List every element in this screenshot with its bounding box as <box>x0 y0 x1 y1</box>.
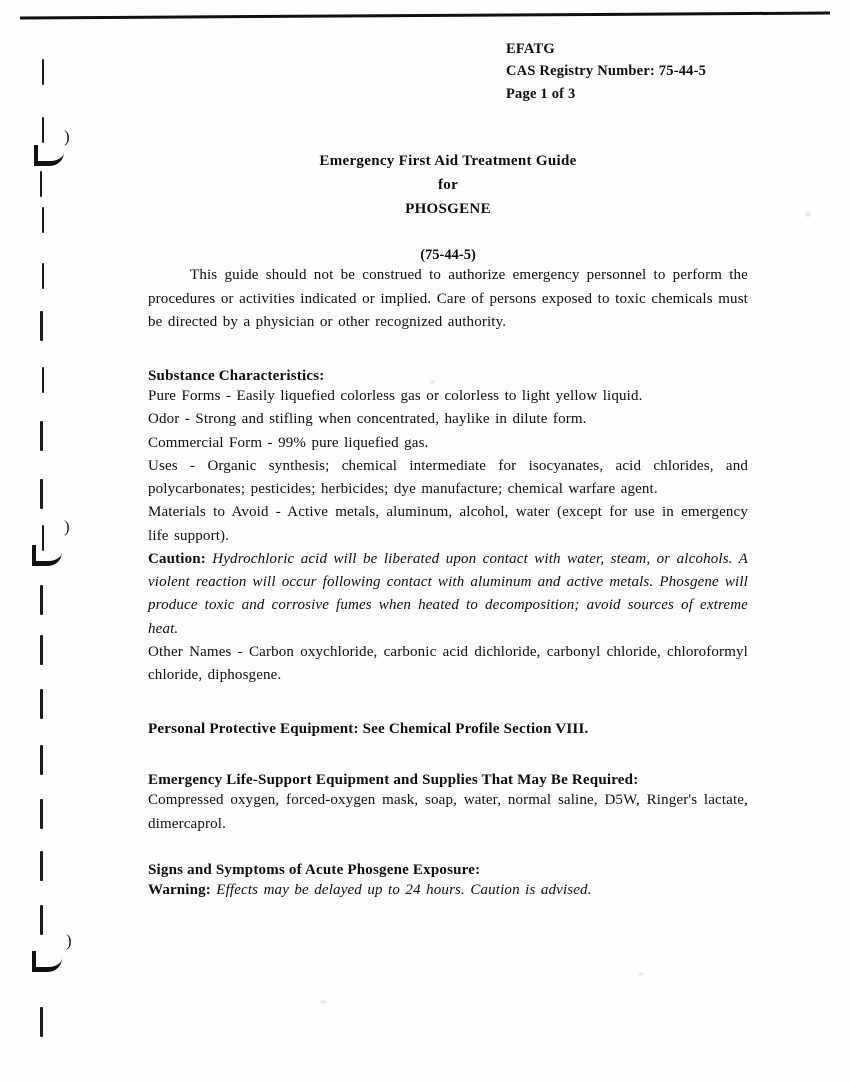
warning-text: Effects may be delayed up to 24 hours. Caution is advised. <box>216 881 592 898</box>
header-efatg: EFATG <box>506 41 555 57</box>
margin-mark: ) <box>64 127 70 146</box>
entry-pure-forms: Pure Forms - Easily liquefied colorless gas or colorless to light yellow liquid. <box>148 388 643 405</box>
document-header <box>506 38 748 105</box>
margin-hook-mark <box>32 951 62 972</box>
margin-hook-mark <box>32 545 62 566</box>
margin-hook-mark <box>34 145 64 166</box>
margin-mark <box>40 905 43 935</box>
heading-emergency-life-support: Emergency Life-Support Equipment and Supplies That May Be Required: <box>148 772 639 789</box>
entry-caution <box>148 548 748 641</box>
title-cas-number: (75-44-5) <box>420 247 476 264</box>
margin-mark <box>40 851 43 881</box>
margin-mark <box>42 367 44 393</box>
entry-life-support-supplies: Compressed oxygen, forced-oxygen mask, soap, water, normal saline, D5W, Ringer's lactate, dimercaprol. <box>148 792 748 832</box>
margin-mark <box>40 421 43 451</box>
header-page-number: Page 1 of 3 <box>506 85 576 102</box>
margin-mark <box>40 171 42 197</box>
scan-artifact <box>638 972 644 976</box>
margin-mark <box>40 689 43 719</box>
document-body <box>148 38 748 902</box>
margin-mark <box>42 117 44 143</box>
title-line-1: Emergency First Aid Treatment Guide <box>319 153 577 170</box>
margin-mark: ) <box>66 931 72 950</box>
entry-odor: Odor - Strong and stifling when concentrated, haylike in dilute form. <box>148 411 587 428</box>
entry-other-names: Other Names - Carbon oxychloride, carbonic acid dichloride, carbonyl chloride, chloroformyl chloride, diphosgene. <box>148 643 748 684</box>
document-title <box>148 149 748 221</box>
disclaimer-paragraph: This guide should not be construed to authorize emergency personnel to perform the procedures or activities indicated or implied. Care of persons exposed to toxic chemicals must be directed by a physician or other recognized authority. <box>148 267 748 330</box>
margin-mark <box>42 263 44 289</box>
scan-artifact <box>320 1000 327 1004</box>
margin-mark <box>40 585 43 615</box>
margin-mark <box>40 1007 43 1037</box>
margin-mark <box>40 311 43 341</box>
entry-commercial-form: Commercial Form - 99% pure liquefied gas. <box>148 434 429 451</box>
margin-mark <box>42 207 44 233</box>
binder-margin-marks <box>30 55 72 1045</box>
scan-artifact <box>430 380 435 384</box>
page-top-edge-line <box>20 12 830 20</box>
header-cas-registry: CAS Registry Number: 75-44-5 <box>506 63 707 80</box>
entry-warning <box>148 879 748 902</box>
warning-label: Warning: <box>148 881 211 898</box>
title-line-2: for <box>437 177 459 194</box>
scan-artifact <box>805 212 811 217</box>
heading-signs-and-symptoms: Signs and Symptoms of Acute Phosgene Exposure: <box>148 861 481 878</box>
margin-mark <box>40 745 43 775</box>
margin-mark <box>40 479 43 509</box>
margin-mark: ) <box>64 517 70 536</box>
entry-materials-to-avoid: Materials to Avoid - Active metals, aluminum, alcohol, water (except for use in emergency life support). <box>148 504 748 544</box>
heading-personal-protective-equipment: Personal Protective Equipment: See Chemical Profile Section VIII. <box>148 721 589 738</box>
entry-uses: Uses - Organic synthesis; chemical intermediate for isocyanates, acid chlorides, and polycarbonates; pesticides; herbicides; dye manufacture; chemical warfare agent. <box>148 457 748 498</box>
heading-substance-characteristics: Substance Characteristics: <box>148 368 325 385</box>
margin-mark <box>40 635 43 665</box>
caution-text: Hydrochloric acid will be liberated upon contact with water, steam, or alcohols. A violent reaction will occur following contact with aluminum and active metals. Phosgene will produce toxic and corrosive fumes when heated to decomposition; avoid sources of extreme heat. <box>148 550 748 637</box>
margin-mark <box>40 799 43 829</box>
caution-label: Caution: <box>148 550 206 567</box>
margin-mark <box>42 59 44 85</box>
title-substance-name: PHOSGENE <box>405 201 491 218</box>
